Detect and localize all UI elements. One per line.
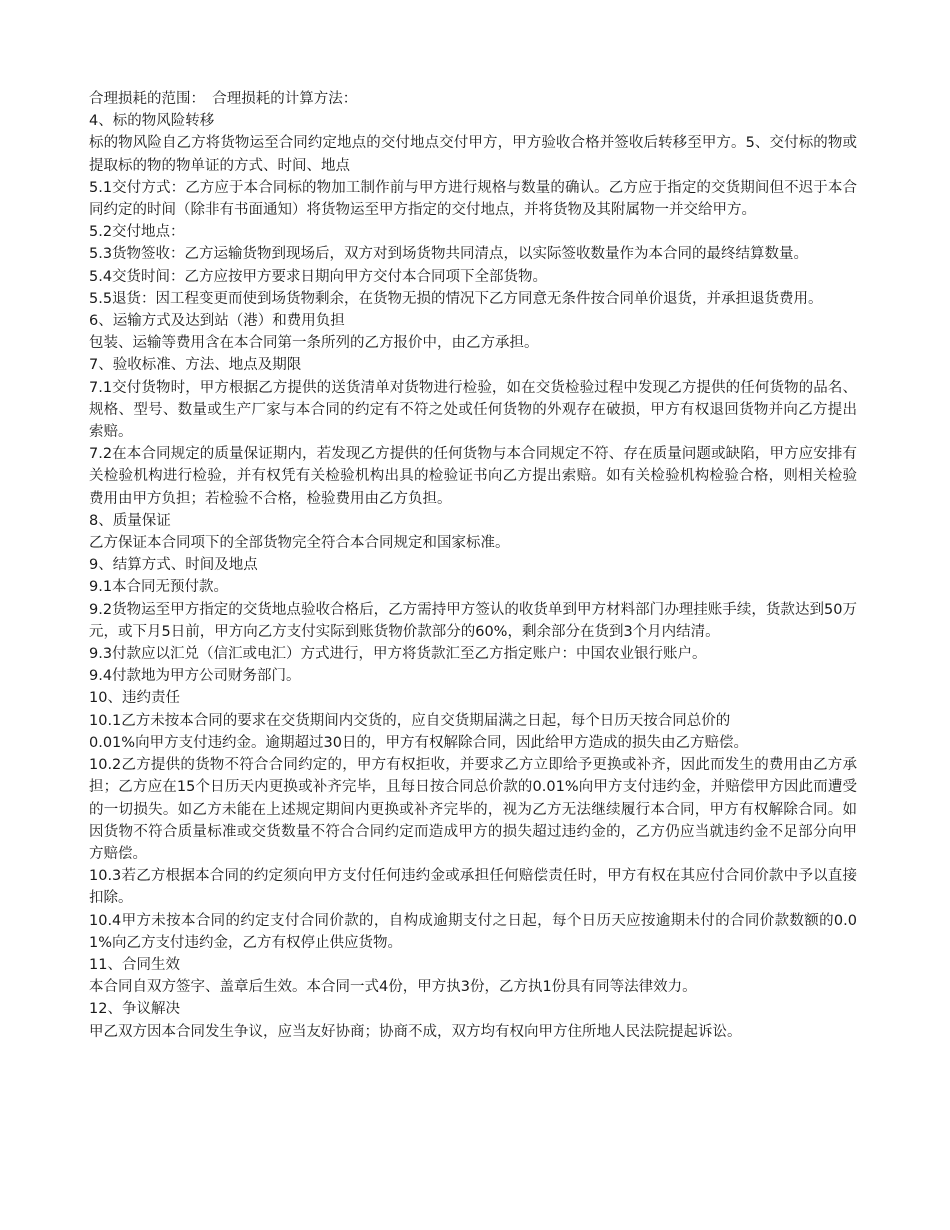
clause-9-3: 9.3付款应以汇兑（信汇或电汇）方式进行，甲方将货款汇至乙方指定账户：中国农业银行账户。 [89,646,707,663]
section-11-text: 本合同自双方签字、盖章后生效。本合同一式4份，甲方执3份，乙方执1份具有同等法律效力。 [89,979,697,996]
document-body [89,88,857,1043]
section-4-heading: 4、标的物风险转移 [89,113,215,130]
section-6-text: 包装、运输等费用含在本合同第一条所列的乙方报价中，由乙方承担。 [89,335,539,352]
section-6-heading: 6、运输方式及达到站（港）和费用负担 [89,313,345,330]
section-11-heading: 11、合同生效 [89,956,180,973]
section-9-heading: 9、结算方式、时间及地点 [89,557,258,574]
clause-10-1-b: 0.01%向甲方支付违约金。逾期超过30日的，甲方有权解除合同，因此给甲方造成的损失由乙方赔偿。 [89,734,749,751]
clause-10-1-a: 10.1乙方未按本合同的要求在交货期间内交货的，应自交货期届满之日起，每个日历天按合同总价的 [89,712,731,729]
clause-5-3: 5.3货物签收：乙方运输货物到现场后，双方对到场货物共同清点，以实际签收数量作为本合同的最终结算数量。 [89,246,809,263]
clause-5-4: 5.4交货时间：乙方应按甲方要求日期向甲方交付本合同项下全部货物。 [89,268,548,285]
clause-7-2: 7.2在本合同规定的质量保证期内，若发现乙方提供的任何货物与本合同规定不符、存在质量问题或缺陷，甲方应安排有关检验机构进行检验，并有权凭有关检验机构出具的检验证书向乙方提出索赔。如有关检验机构检验合格，则相关检验费用由甲方负担；若检验不合格，检验费用由乙方负担。 [89,446,857,507]
section-8-heading: 8、质量保证 [89,512,171,529]
section-12-heading: 12、争议解决 [89,1001,180,1018]
clause-9-1: 9.1本合同无预付款。 [89,579,229,596]
clause-5-5: 5.5退货：因工程变更而使到场货物剩余，在货物无损的情况下乙方同意无条件按合同单价退货，并承担退货费用。 [89,290,823,307]
section-12-text: 甲乙双方因本合同发生争议，应当友好协商；协商不成，双方均有权向甲方住所地人民法院提起诉讼。 [89,1023,742,1040]
section-8-text: 乙方保证本合同项下的全部货物完全符合本合同规定和国家标准。 [89,535,510,552]
clause-7-1: 7.1交付货物时，甲方根据乙方提供的送货清单对货物进行检验，如在交货检验过程中发现乙方提供的任何货物的品名、规格、型号、数量或生产厂家与本合同的约定有不符之处或任何货物的外观存在破损，甲方有权退回货物并向乙方提出索赔。 [89,379,857,441]
clause-9-2: 9.2货物运至甲方指定的交货地点验收合格后，乙方需持甲方签认的收货单到甲方材料部门办理挂账手续，货款达到50万元，或下月5日前，甲方向乙方支付实际到账货物价款部分的60%，剩余部分在货到3个月内结清。 [89,601,857,640]
clause-9-4: 9.4付款地为甲方公司财务部门。 [89,668,301,685]
clause-5-1: 5.1交付方式：乙方应于本合同标的物加工制作前与甲方进行规格与数量的确认。乙方应于指定的交货期间但不迟于本合同约定的时间（除非有书面通知）将货物运至甲方指定的交付地点，并将货物及其附属物一并交给甲方。 [89,179,857,219]
loss-range-line: 合理损耗的范围： 合理损耗的计算方法： [89,91,358,107]
section-10-heading: 10、违约责任 [89,690,180,707]
clause-10-2: 10.2乙方提供的货物不符合合同约定的，甲方有权拒收，并要求乙方立即给予更换或补齐，因此而发生的费用由乙方承担；乙方应在15个日历天内更换或补齐完毕，且每日按合同总价款的0.01%向甲方支付违约金，并赔偿甲方因此而遭受的一切损失。如乙方未能在上述规定期间内更换或补齐完毕的，视为乙方无法继续履行本合同，甲方有权解除合同。如因货物不符合质量标准或交货数量不符合合同约定而造成甲方的损失超过违约金的，乙方仍应当就违约金不足部分向甲方赔偿。 [89,757,857,862]
clause-10-4: 10.4甲方未按本合同的约定支付合同价款的，自构成逾期支付之日起，每个日历天应按逾期未付的合同价款数额的0.01%向乙方支付违约金，乙方有权停止供应货物。 [89,912,857,951]
clause-10-3: 10.3若乙方根据本合同的约定须向甲方支付任何违约金或承担任何赔偿责任时，甲方有权在其应付合同价款中予以直接扣除。 [89,868,857,907]
section-7-heading: 7、验收标准、方法、地点及期限 [89,357,302,374]
section-4-text: 标的物风险自乙方将货物运至合同约定地点的交付地点交付甲方，甲方验收合格并签收后转移至甲方。5、交付标的物或提取标的物的物单证的方式、时间、地点 [89,135,857,174]
clause-5-2: 5.2交付地点： [89,224,185,241]
